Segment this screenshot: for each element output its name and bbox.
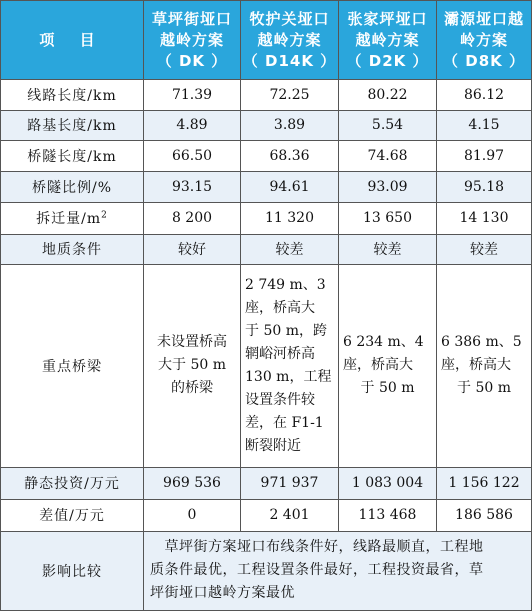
cell-value: 2 401 — [241, 500, 339, 532]
bridge-cell — [437, 265, 532, 467]
bridge-line: 2 749 m、3 — [245, 276, 326, 293]
cell-value: 较差 — [437, 234, 532, 265]
cell-value: 11 320 — [241, 203, 339, 235]
header-col-d14k — [241, 1, 339, 80]
cell-value: 971 937 — [241, 467, 339, 500]
cell-value: 5.54 — [339, 110, 437, 141]
cell-value: 93.15 — [144, 171, 241, 203]
cell-value: 8 200 — [144, 203, 241, 235]
header-col-line1: 草坪街垭口 — [151, 9, 232, 28]
cell-value: 80.22 — [339, 80, 437, 111]
row-label — [1, 203, 144, 235]
cell-value: 4.89 — [144, 110, 241, 141]
table-row — [1, 203, 532, 235]
bridge-line: 辋峪河桥高 — [245, 345, 315, 362]
cell-value: 113 468 — [339, 500, 437, 532]
cell-value: 93.09 — [339, 171, 437, 203]
cell-value: 68.36 — [241, 141, 339, 172]
table-row-bridges — [1, 265, 532, 467]
bridge-line: 的桥梁 — [171, 380, 213, 397]
header-col-d8k — [437, 1, 532, 80]
header-col-line2: 越岭方案 — [159, 30, 224, 49]
cell-value: 94.61 — [241, 171, 339, 203]
row-label: 桥隧比例/% — [1, 171, 144, 203]
row-label: 桥隧长度/km — [1, 141, 144, 172]
cell-value: 1 083 004 — [339, 467, 437, 500]
bridge-line: 断裂附近 — [245, 437, 301, 454]
table-row — [1, 500, 532, 532]
bridge-line: 130 m，工程 — [245, 368, 332, 385]
bridge-line: 于 50 m，跨 — [245, 322, 327, 339]
header-col-line2: 岭方案 — [459, 30, 508, 49]
bridge-line: 未设置桥高 — [157, 334, 227, 351]
row-label: 影响比较 — [1, 531, 144, 610]
table-row — [1, 141, 532, 172]
header-col-code: （ D8K ） — [443, 51, 525, 70]
influence-line: 草坪街方案垭口布线条件好，线路最顺直，工程地 — [150, 539, 484, 556]
bridge-line: 差，在 F1-1 — [245, 414, 324, 431]
bridge-cell — [144, 265, 241, 467]
row-label: 差值/万元 — [1, 500, 144, 532]
header-col-line2: 越岭方案 — [355, 30, 420, 49]
header-col-line1: 牧护关垭口 — [249, 9, 330, 28]
cell-value: 较差 — [339, 234, 437, 265]
cell-value: 74.68 — [339, 141, 437, 172]
header-col-dk — [144, 1, 241, 80]
bridge-line: 于 50 m — [457, 380, 511, 397]
bridge-line: 6 234 m、4 — [343, 334, 424, 351]
cell-value: 较好 — [144, 234, 241, 265]
cell-value: 4.15 — [437, 110, 532, 141]
row-label: 地质条件 — [1, 234, 144, 265]
bridge-line: 于 50 m — [360, 380, 415, 397]
bridge-line: 座，桥高大 — [245, 299, 315, 316]
table-row — [1, 171, 532, 203]
row-label-superscript: 2 — [101, 210, 108, 221]
header-col-code: （ D2K ） — [346, 51, 429, 70]
row-label: 路基长度/km — [1, 110, 144, 141]
bridge-line: 座，桥高大 — [343, 357, 413, 374]
bridge-line: 6 386 m、5 — [441, 334, 522, 351]
header-col-code: （ D14K ） — [242, 51, 337, 70]
header-col-line1: 张家坪垭口 — [347, 9, 428, 28]
header-corner: 项 目 — [1, 1, 144, 80]
row-label: 静态投资/万元 — [1, 467, 144, 500]
cell-value: 13 650 — [339, 203, 437, 235]
cell-value: 969 536 — [144, 467, 241, 500]
row-label: 线路长度/km — [1, 80, 144, 111]
row-label-text: 拆迁量/m — [36, 211, 102, 228]
bridge-cell — [241, 265, 339, 467]
table-row-influence — [1, 531, 532, 610]
influence-line: 质条件最优，工程设置条件最好，工程投资最省，草 — [150, 562, 484, 579]
table-row — [1, 234, 532, 265]
cell-value: 14 130 — [437, 203, 532, 235]
cell-value: 186 586 — [437, 500, 532, 532]
table-row — [1, 80, 532, 111]
cell-value: 72.25 — [241, 80, 339, 111]
influence-text — [144, 531, 532, 610]
header-col-d2k — [339, 1, 437, 80]
header-col-line1: 灞源垭口越 — [443, 9, 524, 28]
cell-value: 86.12 — [437, 80, 532, 111]
bridge-line: 设置条件较 — [245, 391, 315, 408]
header-row — [1, 1, 532, 80]
header-col-line2: 越岭方案 — [257, 30, 322, 49]
cell-value: 71.39 — [144, 80, 241, 111]
cell-value: 81.97 — [437, 141, 532, 172]
influence-line: 坪街垭口越岭方案最优 — [150, 585, 295, 602]
header-col-code: （ DK ） — [156, 51, 228, 70]
cell-value: 0 — [144, 500, 241, 532]
cell-value: 1 156 122 — [437, 467, 532, 500]
cell-value: 95.18 — [437, 171, 532, 203]
row-label: 重点桥梁 — [1, 265, 144, 467]
cell-value: 3.89 — [241, 110, 339, 141]
bridge-line: 大于 50 m — [158, 357, 226, 374]
bridge-cell — [339, 265, 437, 467]
table-row — [1, 467, 532, 500]
table-row — [1, 110, 532, 141]
cell-value: 66.50 — [144, 141, 241, 172]
cell-value: 较差 — [241, 234, 339, 265]
bridge-line: 座，桥高大 — [441, 357, 511, 374]
